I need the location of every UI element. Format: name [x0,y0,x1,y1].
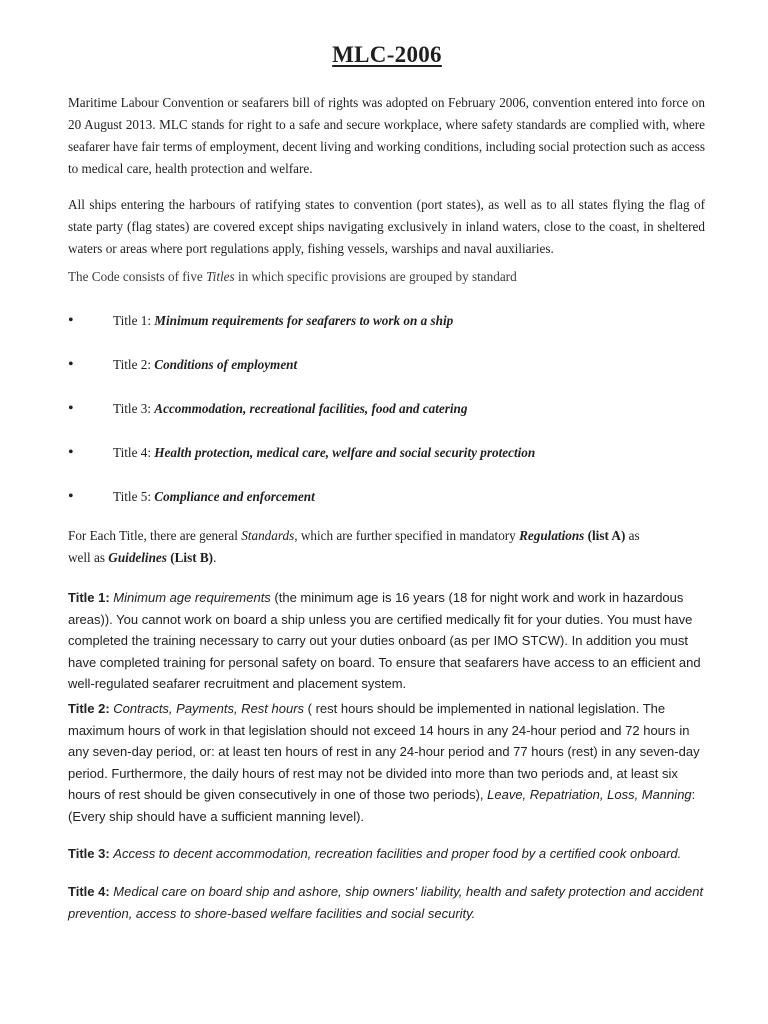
standards-paragraph [68,525,705,569]
code-text-prefix: The Code consists of five [68,269,207,284]
title2-emphasis: Contracts, Payments, Rest hours [113,701,305,716]
list-item-title: Minimum requirements for seafarers to work on a ship [154,313,454,328]
bullet-icon: • [68,488,74,505]
title2-text: : (Every ship should have a sufficient manning level). [68,787,696,824]
standards-text: For Each Title, there are general [68,528,242,543]
title3-emphasis: Access to decent accommodation, recreation facilities and proper food by a certified cook onboard. [113,846,682,861]
list-item-label: Title 4: [113,445,155,460]
title2-text: ( rest hours should be implemented in national legislation. The maximum hours of work in that legislation should not exceed 14 hours in any 24-hour period and 72 hours in any seven-day period, or: at least ten hours of rest in any 24-hour period and 77 hours (rest) in any seven-day period. Furthermore, the daily hours of rest may not be divided into more than two periods and, at least six hours of rest should be given consecutively in one of those two periods), [68,701,700,803]
list-item-title: Compliance and enforcement [154,489,315,504]
list-item-title: Accommodation, recreational facilities, food and catering [154,401,468,416]
list-item-label: Title 5: [113,489,155,504]
list-item-text [113,310,453,332]
title3-paragraph [68,843,705,865]
list-a-label: (list A) [584,528,626,543]
list-item-text [113,398,467,420]
list-item-text [113,486,315,508]
list-item-label: Title 2: [113,357,155,372]
regulations-term: Regulations [519,528,585,543]
code-text-emphasis: Titles [206,269,235,284]
title4-label: Title 4: [68,884,110,899]
list-b-label: (List B) [166,550,214,565]
list-item-title: Health protection, medical care, welfare and social security protection [154,445,536,460]
list-item-text [113,442,535,464]
title4-emphasis: Medical care on board ship and ashore, ship owners' liability, health and safety protection and accident prevention, access to shore-based welfare facilities and social security. [68,884,704,921]
list-item-label: Title 3: [113,401,155,416]
list-item-title: Conditions of employment [154,357,298,372]
list-item-label: Title 1: [113,313,155,328]
standards-text: as [625,528,640,543]
guidelines-term: Guidelines [108,550,167,565]
standards-text: . [213,550,217,565]
page-title: MLC-2006 [332,42,442,67]
scope-paragraph: All ships entering the harbours of ratifying states to convention (port states), as well as to all states flying the flag of state party (flag states) are covered except ships navigating exclusively in inland waters, close to the coast, in sheltered waters or areas where port regulations apply, fishing vessels, warships and naval auxiliaries. [68,197,705,256]
title1-label: Title 1: [68,590,110,605]
bullet-icon: • [68,356,74,373]
title2-label: Title 2: [68,701,110,716]
title2-paragraph [68,698,705,828]
bullet-icon: • [68,312,74,329]
standards-term: Standards [241,528,295,543]
title4-paragraph [68,881,705,924]
list-item-text [113,354,297,376]
title3-label: Title 3: [68,846,110,861]
standards-text: well as [68,550,109,565]
standards-text: , which are further specified in mandatory [294,528,520,543]
title1-emphasis: Minimum age requirements [113,590,271,605]
title1-paragraph [68,587,705,695]
intro-paragraph: Maritime Labour Convention or seafarers bill of rights was adopted on February 2006, convention entered into force on 20 August 2013. MLC stands for right to a safe and secure workplace, where safety standards are complied with, where seafarer have fair terms of employment, decent living and working conditions, including social protection such as access to medical care, health protection and welfare. [68,95,705,176]
title2-emphasis: Leave, Repatriation, Loss, Manning [487,787,692,803]
code-paragraph [68,266,705,288]
code-text-suffix: in which specific provisions are grouped by standard [234,269,517,284]
bullet-icon: • [68,444,74,461]
title1-text: (the minimum age is 16 years (18 for night work and work in hazardous areas)). You cannot work on board a ship unless you are certified medically fit for your duties. You must have completed the training necessary to carry out your duties onboard (as per IMO STCW). In addition you must have completed training for personal safety on board. To ensure that seafarers have access to an efficient and well-regulated seafarer recruitment and placement system. [68,590,701,692]
bullet-icon: • [68,400,74,417]
